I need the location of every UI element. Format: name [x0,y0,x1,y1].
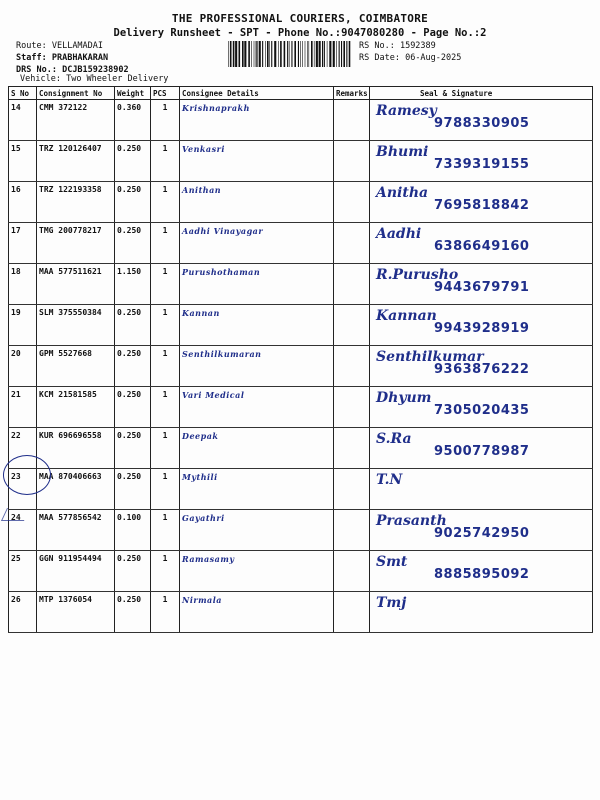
cell-weight: 0.250 [115,346,151,387]
table-row [9,510,593,551]
cell-weight: 1.150 [115,264,151,305]
barcode-bar [294,41,296,67]
cell-remarks [334,264,370,305]
cell-pcs: 1 [151,510,180,551]
barcode-bar [324,41,325,67]
handwritten-phone: 9500778987 [434,444,530,459]
barcode-bar [322,41,323,67]
cell-consignee: Krishnaprakh [180,100,334,141]
handwritten-signature: Senthilkumar [376,349,484,365]
cell-weight: 0.250 [115,592,151,633]
cell-consignment-no: MAA 577511621 [37,264,115,305]
barcode-bar [327,41,328,67]
barcode-bar [300,41,301,67]
cell-pcs: 1 [151,141,180,182]
handwritten-phone: 9025742950 [434,526,530,541]
barcode-bar [248,41,250,67]
barcode-bar [235,41,237,67]
rs-no-line [359,40,461,52]
staff-line [16,52,129,64]
cell-pcs: 1 [151,551,180,592]
barcode-bar [230,41,232,67]
barcode-bar [242,41,244,67]
col-weight: Weight [115,87,151,100]
cell-remarks [334,428,370,469]
handwritten-phone: 9363876222 [434,362,530,377]
barcode-bar [284,41,286,67]
cell-consignment-no: TMG 200778217 [37,223,115,264]
cell-sno: 19 [9,305,37,346]
cell-consignee: Anithan [180,182,334,223]
barcode-bar [256,41,257,67]
route-value: VELLAMADAI [51,41,104,51]
cell-consignment-no: TRZ 122193358 [37,182,115,223]
meta-left [16,40,129,76]
barcode-bar [280,41,282,67]
barcode-bar [336,41,337,67]
barcode [228,41,352,67]
vehicle-value: Two Wheeler Delivery [66,74,169,84]
handwritten-signature: Dhyum [376,390,432,406]
cell-signature [370,182,593,223]
barcode-bar [257,41,258,67]
cell-remarks [334,469,370,510]
table-row [9,100,593,141]
barcode-bar [287,41,288,67]
drs-label: DRS No.: [16,65,57,75]
cell-sno: 15 [9,141,37,182]
cell-weight: 0.250 [115,387,151,428]
cell-remarks [334,100,370,141]
handwritten-phone: 8885895092 [434,567,530,582]
cell-pcs: 1 [151,428,180,469]
cell-weight: 0.250 [115,428,151,469]
cell-consignee: Vari Medical [180,387,334,428]
handwritten-signature: Aadhi [376,226,422,242]
cell-consignment-no: SLM 375550384 [37,305,115,346]
cell-sno: 23 [9,469,37,510]
runsheet-table [8,86,593,633]
table-header-row [9,87,593,100]
barcode-bar [316,41,318,67]
cell-signature [370,510,593,551]
col-remarks: Remarks [334,87,370,100]
cell-consignee: Purushothaman [180,264,334,305]
barcode-bar [309,41,310,67]
barcode-bar [259,41,261,67]
handwritten-signature: Ramesy [376,103,437,119]
barcode-bar [333,41,335,67]
barcode-bar [274,41,276,67]
handwritten-phone: 9943928919 [434,321,530,336]
col-consignment: Consignment No [37,87,115,100]
cell-consignment-no: GGN 911954494 [37,551,115,592]
rs-date-value: 06-Aug-2025 [405,53,462,63]
cell-remarks [334,141,370,182]
barcode-bar [269,41,270,67]
cell-sno: 25 [9,551,37,592]
cell-sno: 26 [9,592,37,633]
cell-consignment-no: MTP 1376054 [37,592,115,633]
barcode-bar [251,41,252,67]
handwritten-signature: Anitha [376,185,429,201]
table-row [9,305,593,346]
barcode-bar [267,41,269,67]
cell-consignment-no: CMM 372122 [37,100,115,141]
cell-sno: 24 [9,510,37,551]
cell-consignee: Deepak [180,428,334,469]
cell-weight: 0.250 [115,551,151,592]
cell-pcs: 1 [151,264,180,305]
vehicle-line [20,73,168,85]
cell-signature [370,551,593,592]
cell-remarks [334,223,370,264]
cell-consignee: Mythili [180,469,334,510]
staff-value: PRABHAKARAN [51,53,109,63]
cell-consignment-no: KCM 21581585 [37,387,115,428]
handwritten-signature: T.N [376,472,403,488]
handwritten-signature: Bhumi [376,144,429,160]
barcode-bar [271,41,272,67]
col-pcs: PCS [151,87,180,100]
barcode-bar [239,41,241,67]
table-row [9,182,593,223]
handwritten-phone: 9788330905 [434,116,530,131]
cell-pcs: 1 [151,346,180,387]
barcode-bar [265,41,266,67]
cell-sno: 20 [9,346,37,387]
cell-weight: 0.250 [115,223,151,264]
cell-sno: 16 [9,182,37,223]
handwritten-phone: 6386649160 [434,239,530,254]
barcode-bar [298,41,299,67]
route-line [16,40,129,52]
barcode-bar [305,41,306,67]
cell-remarks [334,592,370,633]
cell-consignee: Senthilkumaran [180,346,334,387]
handwritten-signature: Smt [376,554,408,570]
cell-sno: 18 [9,264,37,305]
handwritten-signature: Prasanth [376,513,447,529]
barcode-bar [314,41,315,67]
handwritten-signature: Tmj [376,595,407,611]
barcode-bar [343,41,345,67]
cell-sno: 17 [9,223,37,264]
cell-remarks [334,182,370,223]
rs-date-line [359,52,461,64]
handwritten-signature: S.Ra [376,431,412,447]
barcode-bar [341,41,342,67]
table-row [9,469,593,510]
cell-remarks [334,387,370,428]
cell-pcs: 1 [151,223,180,264]
cell-signature [370,100,593,141]
cell-weight: 0.360 [115,100,151,141]
barcode-bar [233,41,235,67]
cell-pcs: 1 [151,387,180,428]
runsheet-subtitle: Delivery Runsheet - SPT - Phone No.:9047080280 - Page No.:2 [113,27,487,39]
cell-consignment-no: KUR 696696558 [37,428,115,469]
cell-signature [370,141,593,182]
barcode-bar [262,41,263,67]
handwritten-phone: 7339319155 [434,157,530,172]
barcode-bar [346,41,347,67]
cell-pcs: 1 [151,100,180,141]
cell-sno: 22 [9,428,37,469]
handwritten-signature: R.Purusho [376,267,459,283]
cell-consignment-no: TRZ 120126407 [37,141,115,182]
table-row [9,592,593,633]
handwritten-phone: 7695818842 [434,198,530,213]
cell-consignee: Gayathri [180,510,334,551]
barcode-bar [254,41,255,67]
barcode-bar [302,41,303,67]
rs-date-label: RS Date: [359,53,400,63]
cell-signature [370,592,593,633]
route-label: Route: [16,41,47,51]
handwritten-phone: 9443679791 [434,280,530,295]
cell-signature [370,305,593,346]
cell-consignee: Venkasri [180,141,334,182]
cell-consignment-no: MAA 577856542 [37,510,115,551]
barcode-bar [329,41,331,67]
table-row [9,141,593,182]
drs-value: DCJB159238902 [62,65,129,75]
company-title: THE PROFESSIONAL COURIERS, COIMBATORE [171,12,429,25]
barcode-bar [307,41,308,67]
vehicle-label: Vehicle: [20,74,61,84]
cell-signature [370,469,593,510]
cell-remarks [334,346,370,387]
barcode-bar [278,41,279,67]
cell-weight: 0.250 [115,469,151,510]
cell-pcs: 1 [151,469,180,510]
rs-no-label: RS No.: [359,41,395,51]
barcode-bar [319,41,321,67]
cell-consignee: Nirmala [180,592,334,633]
barcode-bar [228,41,229,67]
table-row [9,551,593,592]
cell-pcs: 1 [151,592,180,633]
table-row [9,264,593,305]
staff-label: Staff: [16,53,47,63]
cell-remarks [334,305,370,346]
col-sno: S No [9,87,37,100]
cell-weight: 0.250 [115,305,151,346]
cell-consignee: Ramasamy [180,551,334,592]
cell-consignment-no: GPM 5527668 [37,346,115,387]
barcode-bar [311,41,313,67]
cell-weight: 0.100 [115,510,151,551]
table-row [9,346,593,387]
cell-consignee: Aadhi Vinayagar [180,223,334,264]
handwritten-phone: 7305020435 [434,403,530,418]
col-consignee: Consignee Details [180,87,334,100]
barcode-bar [289,41,290,67]
meta-right [359,40,461,64]
cell-consignment-no: MAA 870406663 [37,469,115,510]
barcode-bar [291,41,292,67]
cell-signature [370,428,593,469]
cell-pcs: 1 [151,182,180,223]
table-row [9,428,593,469]
cell-sno: 14 [9,100,37,141]
ink-circle-mark [3,455,51,495]
cell-signature [370,387,593,428]
table-row [9,223,593,264]
barcode-bar [244,41,246,67]
cell-weight: 0.250 [115,141,151,182]
cell-sno: 21 [9,387,37,428]
cell-pcs: 1 [151,305,180,346]
cell-consignee: Kannan [180,305,334,346]
handwritten-signature: Kannan [376,308,437,324]
cell-signature [370,346,593,387]
table-row [9,387,593,428]
col-signature: Seal & Signature [370,87,593,100]
cell-signature [370,223,593,264]
cell-weight: 0.250 [115,182,151,223]
cell-remarks [334,551,370,592]
barcode-bar [349,41,351,67]
cell-signature [370,264,593,305]
rs-no-value: 1592389 [399,41,436,51]
barcode-bar [339,41,340,67]
cell-remarks [334,510,370,551]
